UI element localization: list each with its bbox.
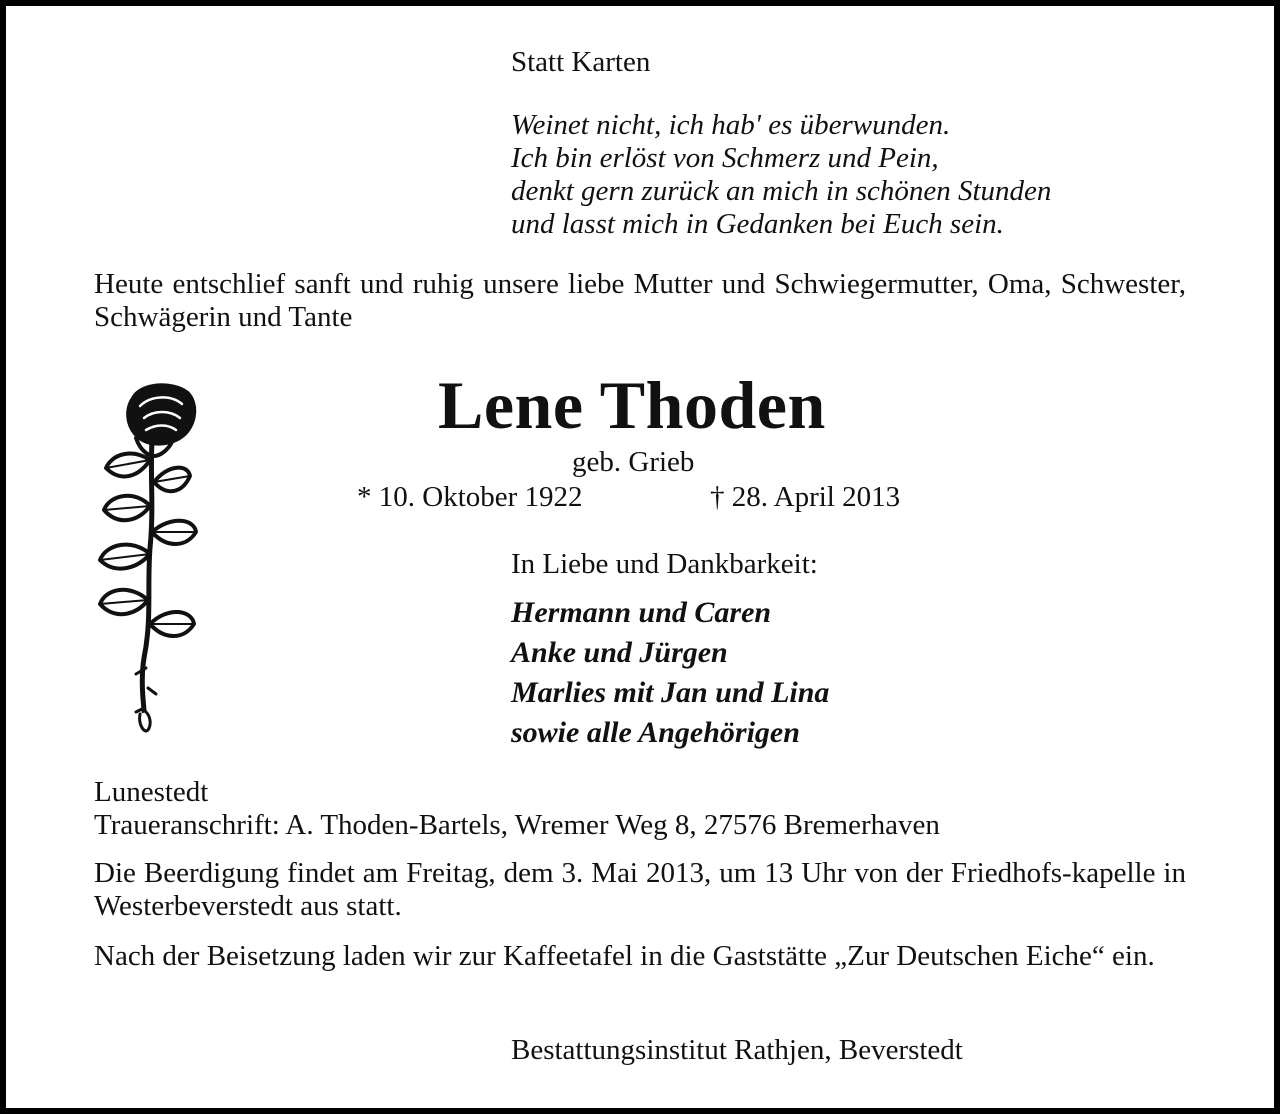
mourners-list <box>511 593 829 753</box>
maiden-name: geb. Grieb <box>572 446 695 478</box>
funeral-text: Die Beerdigung findet am Freitag, dem 3. Mai 2013, um 13 Uhr von der Friedhofs-kapelle in Westerbeverstedt aus statt. <box>94 857 1186 922</box>
poem-line: denkt gern zurück an mich in schönen Stunden <box>511 175 1052 207</box>
intro-text: Heute entschlief sanft und ruhig unsere liebe Mutter und Schwiegermutter, Oma, Schwester, Schwägerin und Tante <box>94 268 1186 333</box>
mourner-name: Hermann und Caren <box>511 596 772 629</box>
mourner-name: Anke und Jürgen <box>511 636 728 669</box>
poem <box>511 109 1051 241</box>
reception-text: Nach der Beisetzung laden wir zur Kaffeetafel in die Gaststätte „Zur Deutschen Eiche“ ein. <box>94 940 1155 972</box>
mourners-heading: In Liebe und Dankbarkeit: <box>511 548 818 580</box>
undertaker-text: Bestattungsinstitut Rathjen, Beverstedt <box>511 1034 963 1066</box>
death-date: † 28. April 2013 <box>710 481 901 513</box>
birth-date: * 10. Oktober 1922 <box>357 481 583 513</box>
poem-line: Weinet nicht, ich hab' es überwunden. <box>511 109 951 141</box>
mourner-name: sowie alle Angehörigen <box>511 716 800 749</box>
mourner-name: Marlies mit Jan und Lina <box>511 676 830 709</box>
rose-icon <box>92 378 204 738</box>
address-text: Traueranschrift: A. Thoden-Bartels, Wremer Weg 8, 27576 Bremerhaven <box>94 809 940 841</box>
poem-line: Ich bin erlöst von Schmerz und Pein, <box>511 142 939 174</box>
poem-line: und lasst mich in Gedanken bei Euch sein. <box>511 208 1004 240</box>
deceased-name: Lene Thoden <box>438 367 826 443</box>
place-text: Lunestedt <box>94 776 209 808</box>
header-text: Statt Karten <box>511 46 651 78</box>
